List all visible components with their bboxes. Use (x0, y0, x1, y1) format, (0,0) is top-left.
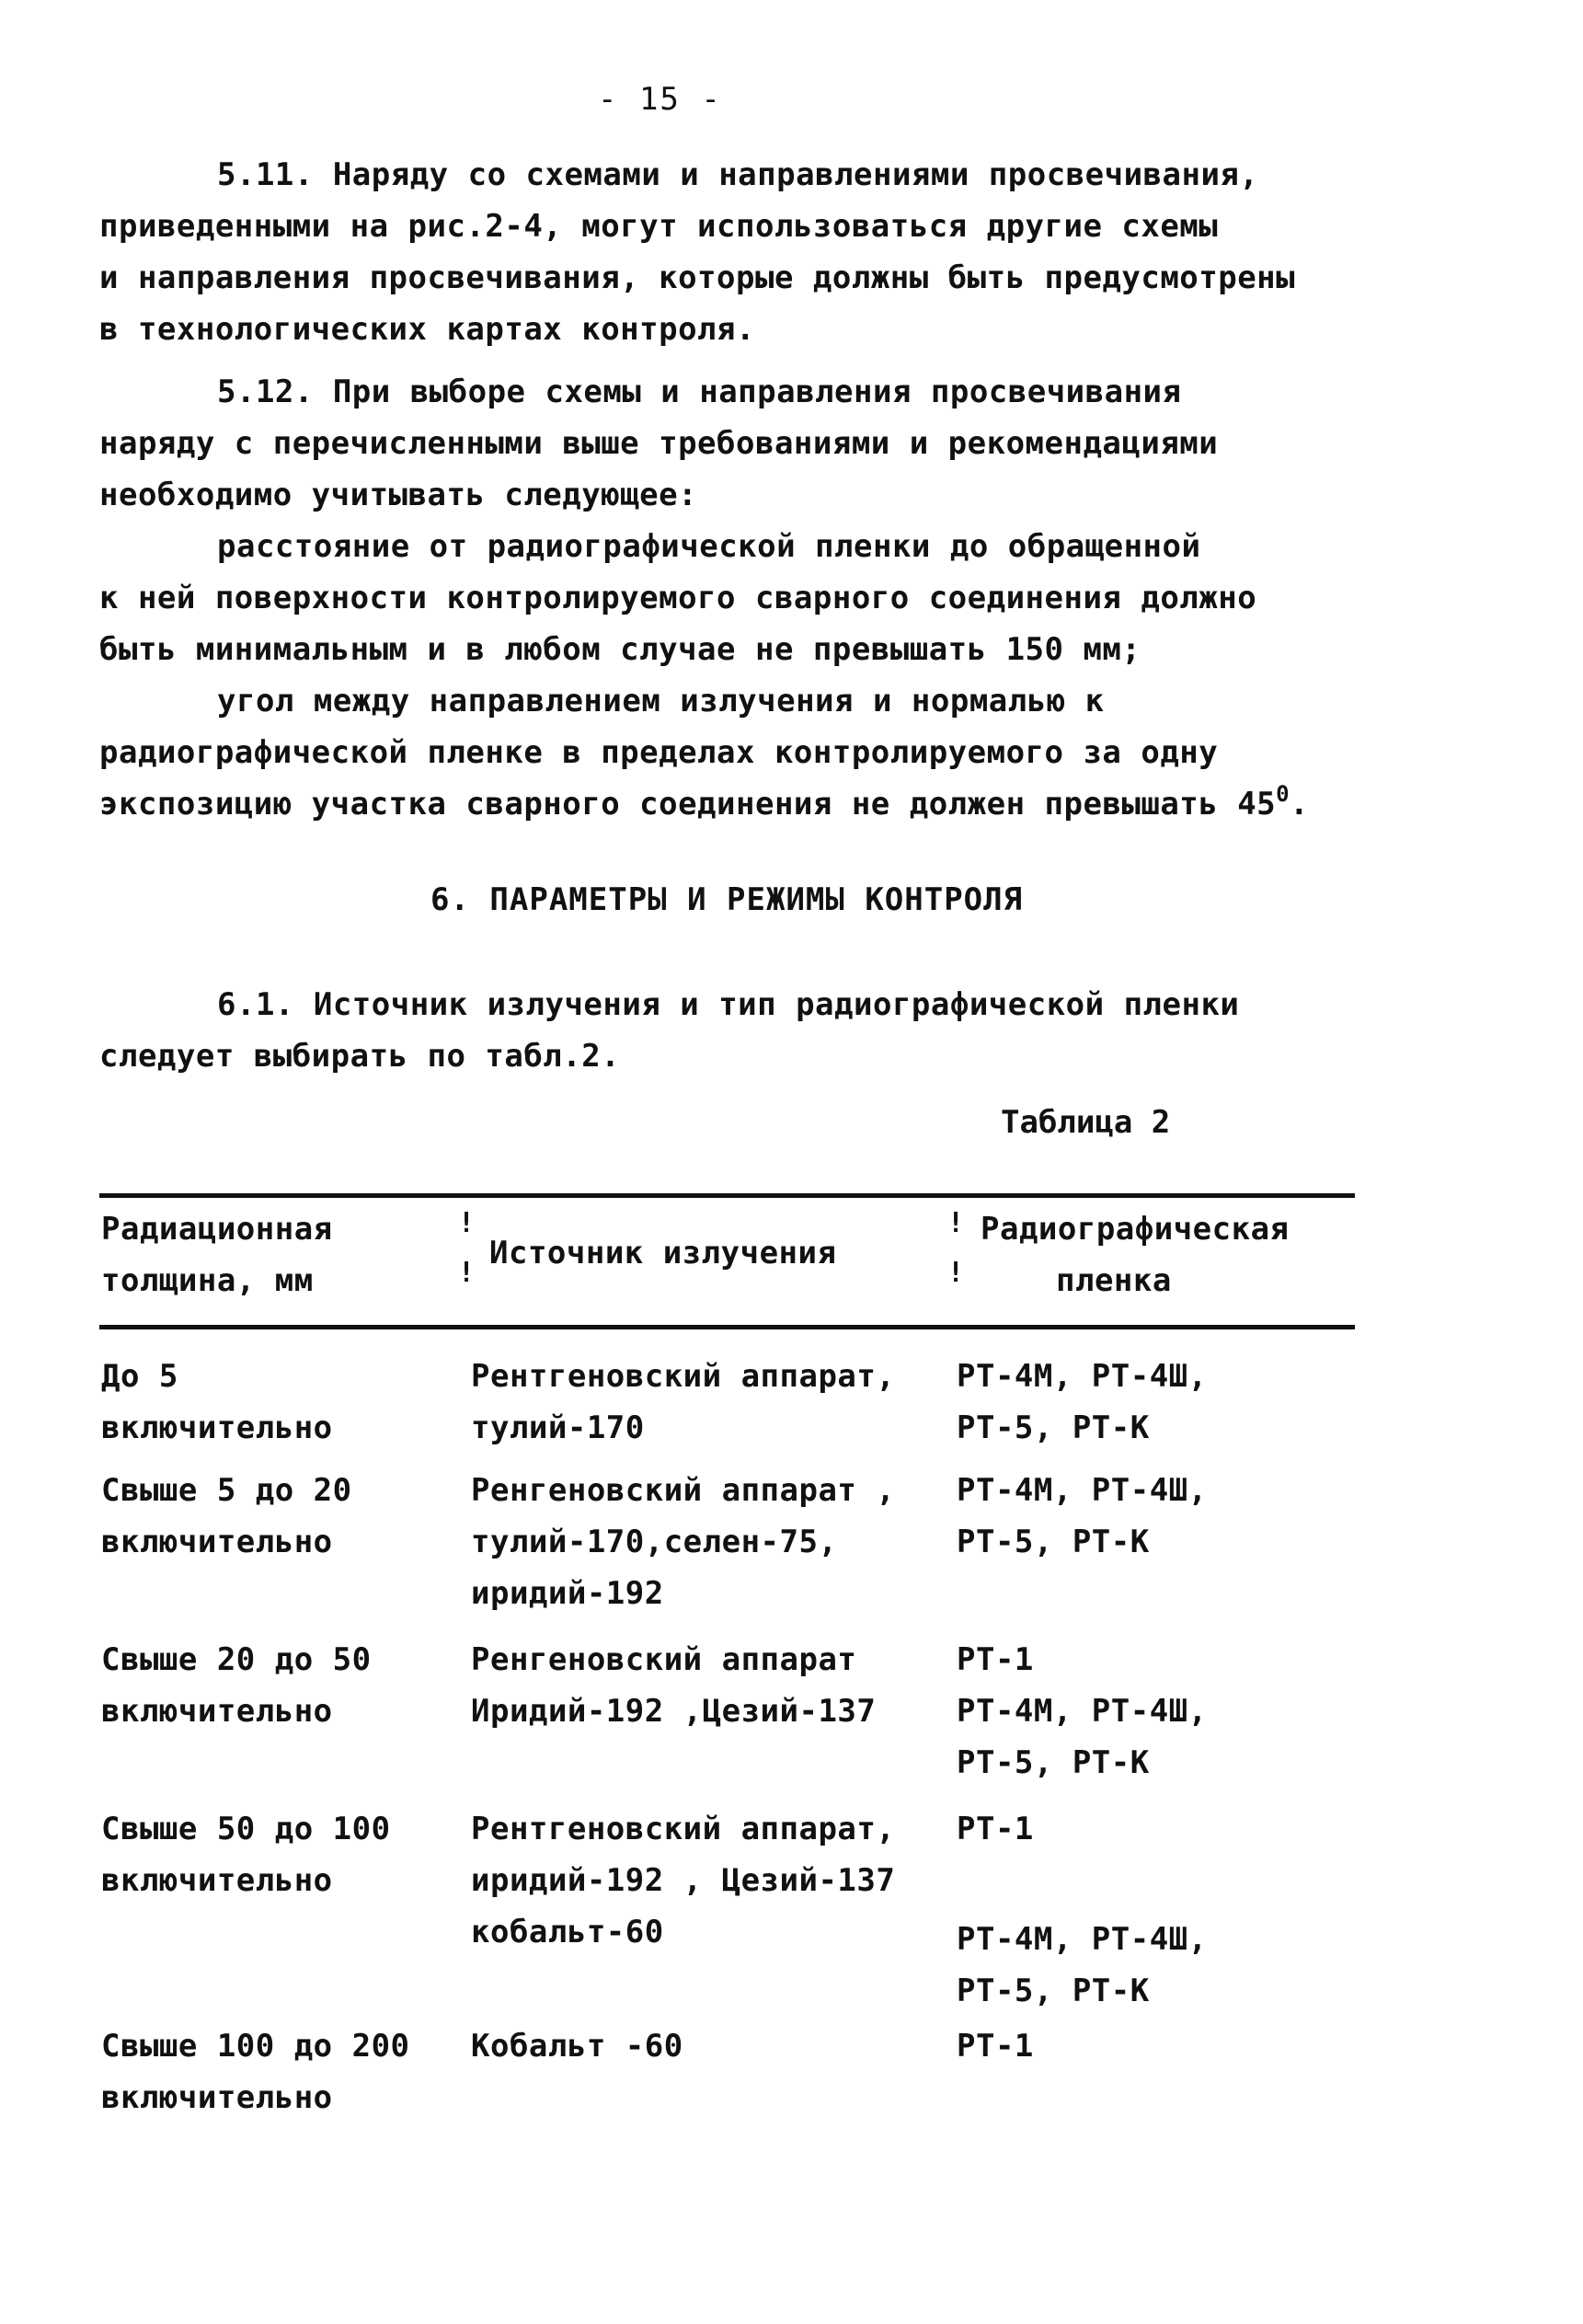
row2-film-1: РТ-4М, РТ-4Ш, (957, 1472, 1208, 1509)
p511-line-3: и направления просвечивания, которые должны быть предусмотрены (99, 259, 1296, 296)
p512-line-6: быть минимальным и в любом случае не превышать 150 мм; (99, 631, 1141, 668)
row1-thickness-2: включительно (101, 1409, 333, 1446)
p512-line-1: 5.12. При выборе схемы и направления просвечивания (217, 374, 1182, 410)
degree-superscript: 0 (1276, 781, 1290, 807)
row1-film-1: РТ-4М, РТ-4Ш, (957, 1358, 1208, 1395)
row2-thickness-2: включительно (101, 1524, 333, 1560)
row4-film-1: РТ-1 (957, 1811, 1034, 1847)
row3-thickness-2: включительно (101, 1693, 333, 1730)
row4-film-3: РТ-4М, РТ-4Ш, (957, 1921, 1208, 1958)
row1-thickness-1: До 5 (101, 1358, 178, 1395)
row3-film-2: РТ-4М, РТ-4Ш, (957, 1693, 1208, 1730)
p61-line-2: следует выбирать по табл.2. (99, 1038, 621, 1075)
row3-thickness-1: Свыше 20 до 50 (101, 1641, 372, 1678)
p512-line-9-text: экспозицию участка сварного соединения не должен превышать 45 (99, 786, 1277, 823)
p61-line-1: 6.1. Источник излучения и тип радиографической пленки (217, 986, 1240, 1023)
row5-source-1: Кобальт -60 (471, 2028, 683, 2065)
header-separator: ! (458, 1207, 476, 1239)
row3-film-1: РТ-1 (957, 1641, 1034, 1678)
header-thickness-2: толщина, мм (101, 1262, 314, 1299)
row4-film-4: РТ-5, РТ-К (957, 1973, 1150, 2009)
end-period: . (1290, 786, 1310, 823)
row5-thickness-1: Свыше 100 до 200 (101, 2028, 410, 2065)
row1-source-1: Рентгеновский аппарат, (471, 1358, 896, 1395)
p512-line-8: радиографической пленке в пределах контролируемого за одну (99, 734, 1219, 771)
p512-line-3: необходимо учитывать следующее: (99, 477, 698, 513)
row2-film-2: РТ-5, РТ-К (957, 1524, 1150, 1560)
section-6-heading: 6. ПАРАМЕТРЫ И РЕЖИМЫ КОНТРОЛЯ (430, 881, 1024, 918)
header-thickness-1: Радиационная (101, 1211, 333, 1248)
row4-thickness-2: включительно (101, 1862, 333, 1899)
row2-thickness-1: Свыше 5 до 20 (101, 1472, 352, 1509)
p511-line-2: приведенными на рис.2-4, могут использоваться другие схемы (99, 208, 1219, 245)
page-number: - 15 - (598, 81, 722, 118)
row1-source-2: тулий-170 (471, 1409, 645, 1446)
p512-line-5: к ней поверхности контролируемого сварного соединения должно (99, 580, 1257, 616)
row2-source-1: Ренгеновский аппарат , (471, 1472, 896, 1509)
p512-line-7: угол между направлением излучения и нормалью к (217, 683, 1105, 719)
header-source: Источник излучения (489, 1235, 837, 1271)
p512-line-4: расстояние от радиографической пленки до обращенной (217, 528, 1201, 565)
row5-thickness-2: включительно (101, 2079, 333, 2116)
row3-source-2: Иридий-192 ,Цезий-137 (471, 1693, 877, 1730)
row1-film-2: РТ-5, РТ-К (957, 1409, 1150, 1446)
header-separator: ! (458, 1257, 476, 1289)
p511-line-4: в технологических картах контроля. (99, 311, 755, 348)
header-separator: ! (947, 1257, 965, 1289)
p512-line-2: наряду с перечисленными выше требованиями и рекомендациями (99, 425, 1219, 462)
row4-source-2: иридий-192 , Цезий-137 (471, 1862, 896, 1899)
row4-source-3: кобальт-60 (471, 1914, 664, 1950)
row2-source-3: иридий-192 (471, 1575, 664, 1612)
row4-source-1: Рентгеновский аппарат, (471, 1811, 896, 1847)
row2-source-2: тулий-170,селен-75, (471, 1524, 838, 1560)
row5-film-1: РТ-1 (957, 2028, 1034, 2065)
table-header-rule (99, 1325, 1355, 1329)
table-top-rule (99, 1193, 1355, 1198)
header-film-2: пленка (1056, 1262, 1172, 1299)
header-film-1: Радиографическая (981, 1211, 1290, 1248)
header-separator: ! (947, 1207, 965, 1239)
p511-line-1: 5.11. Наряду со схемами и направлениями просвечивания, (217, 156, 1259, 193)
row3-source-1: Ренгеновский аппарат (471, 1641, 857, 1678)
row3-film-3: РТ-5, РТ-К (957, 1744, 1150, 1781)
p512-line-9 (99, 778, 1309, 830)
row4-thickness-1: Свыше 50 до 100 (101, 1811, 391, 1847)
table-caption: Таблица 2 (1001, 1104, 1171, 1141)
